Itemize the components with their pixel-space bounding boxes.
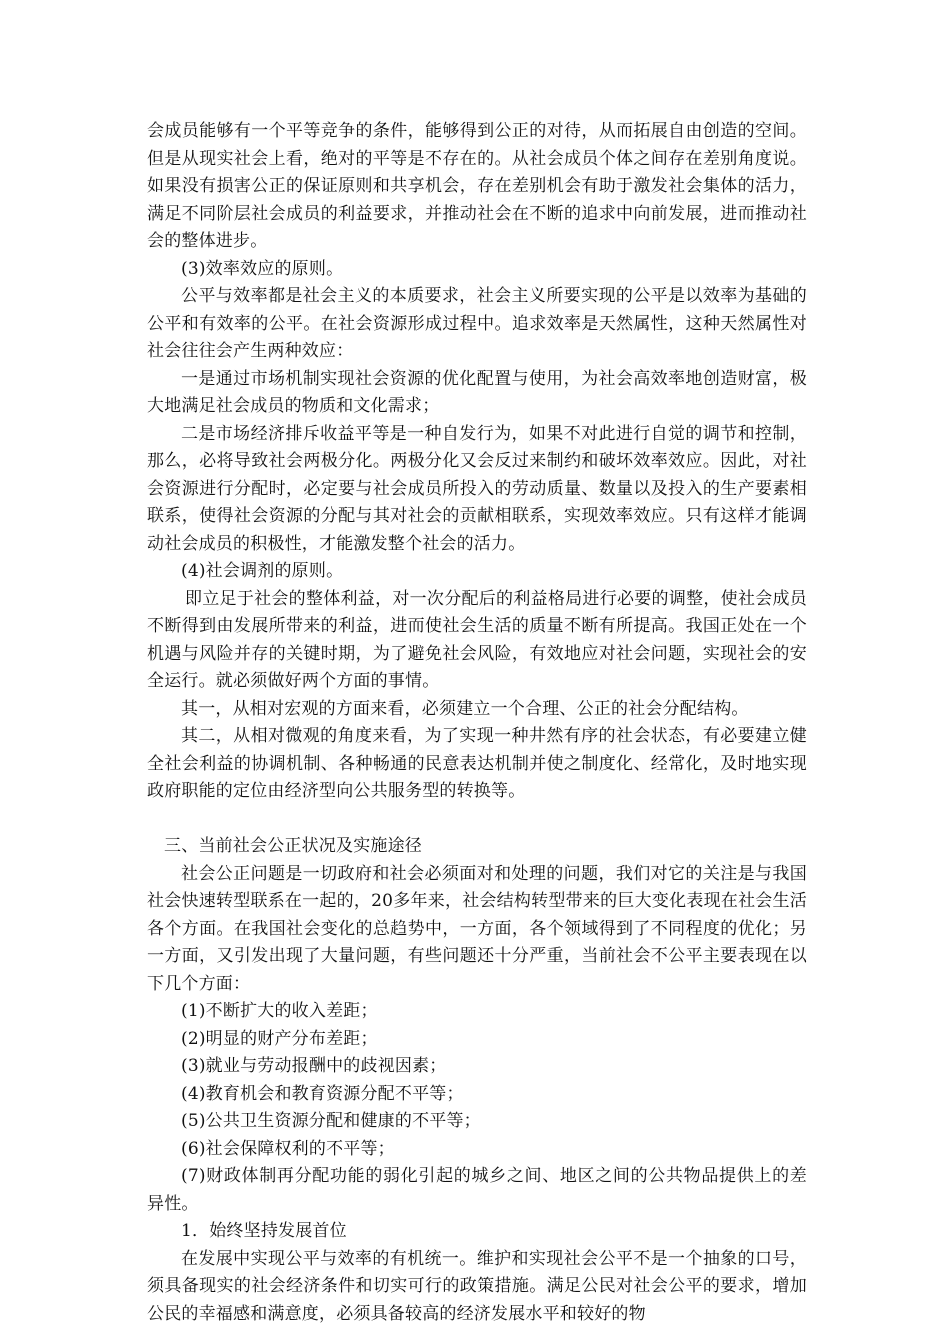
paragraph-development: 在发展中实现公平与效率的有机统一。维护和实现社会公平不是一个抽象的口号，须具备现实的社会经济条件和切实可行的政策措施。满足公民对社会公平的要求，增加公民的幸福感和满意度，必须具备较高的经济发展水平和较好的物: [147, 1248, 807, 1324]
principle-heading-efficiency: (3)效率效应的原则。: [181, 258, 344, 279]
list-item: (1)不断扩大的收入差距；: [181, 1001, 378, 1021]
principle-heading-adjustment: (4)社会调剂的原则。: [181, 561, 344, 581]
paragraph-continued: 会成员能够有一个平等竞争的条件，能够得到公正的对待，从而拓展自由创造的空间。但是从现实社会上看，绝对的平等是不存在的。从社会成员个体之间存在差别角度说。如果没有损害公正的保证原则和共享机会，存在差别机会有助于激发社会集体的活力，满足不同阶层社会成员的利益要求，并推动社会在不断的追求中向前发展，进而推动社会的整体进步。: [147, 121, 807, 251]
paragraph-social-justice: 社会公正问题是一切政府和社会必须面对和处理的问题，我们对它的关注是与我国社会快速转型联系在一起的，20多年来，社会结构转型带来的巨大变化表现在社会生活各个方面。在我国社会变化的总趋势中，一方面，各个领域得到了不同程度的优化；另一方面，又引发出现了大量问题，有些问题还十分严重，当前社会不公平主要表现在以下几个方面：: [147, 863, 807, 994]
paragraph-second-aspect: 其二，从相对微观的角度来看，为了实现一种井然有序的社会状态，有必要建立健全社会利益的协调机制、各种畅通的民意表达机制并使之制度化、经常化，及时地实现政府职能的定位由经济型向公共服务型的转换等。: [147, 726, 807, 801]
paragraph-efficiency: 公平与效率都是社会主义的本质要求，社会主义所要实现的公平是以效率为基础的公平和有效率的公平。在社会资源形成过程中。追求效率是天然属性，这种天然属性对社会往往会产生两种效应：: [147, 286, 807, 361]
list-item: (3)就业与劳动报酬中的歧视因素；: [181, 1056, 447, 1076]
subsection-heading-one: 1．始终坚持发展首位: [181, 1221, 347, 1241]
paragraph-effect-one: 一是通过市场机制实现社会资源的优化配置与使用，为社会高效率地创造财富，极大地满足社会成员的物质和文化需求；: [147, 368, 807, 416]
list-item: (2)明显的财产分布差距；: [181, 1028, 378, 1049]
list-item: (5)公共卫生资源分配和健康的不平等；: [181, 1111, 481, 1131]
paragraph-adjustment: 即立足于社会的整体利益，对一次分配后的利益格局进行必要的调整，使社会成员不断得到由发展所带来的利益，进而使社会生活的质量不断有所提高。我国正处在一个机遇与风险并存的关键时期，为了避免社会风险，有效地应对社会问题，实现社会的安全运行。就必须做好两个方面的事情。: [147, 588, 807, 691]
section-heading-three: 三、当前社会公正状况及实施途径: [164, 836, 422, 856]
list-item: (4)教育机会和教育资源分配不平等；: [181, 1083, 464, 1104]
list-item: (6)社会保障权利的不平等；: [181, 1138, 395, 1159]
paragraph-effect-two: 二是市场经济排斥收益平等是一种自发行为，如果不对此进行自觉的调节和控制，那么，必将导致社会两极分化。两极分化又会反过来制约和破坏效率效应。因此，对社会资源进行分配时，必定要与社会成员所投入的劳动质量、数量以及投入的生产要素相联系，使得社会资源的分配与其对社会的贡献相联系，实现效率效应。只有这样才能调动社会成员的积极性，才能激发整个社会的活力。: [147, 423, 807, 554]
paragraph-first-aspect: 其一，从相对宏观的方面来看，必须建立一个合理、公正的社会分配结构。: [181, 698, 749, 719]
document-body: [147, 118, 807, 1328]
list-item: (7)财政体制再分配功能的弱化引起的城乡之间、地区之间的公共物品提供上的差异性。: [147, 1166, 807, 1214]
